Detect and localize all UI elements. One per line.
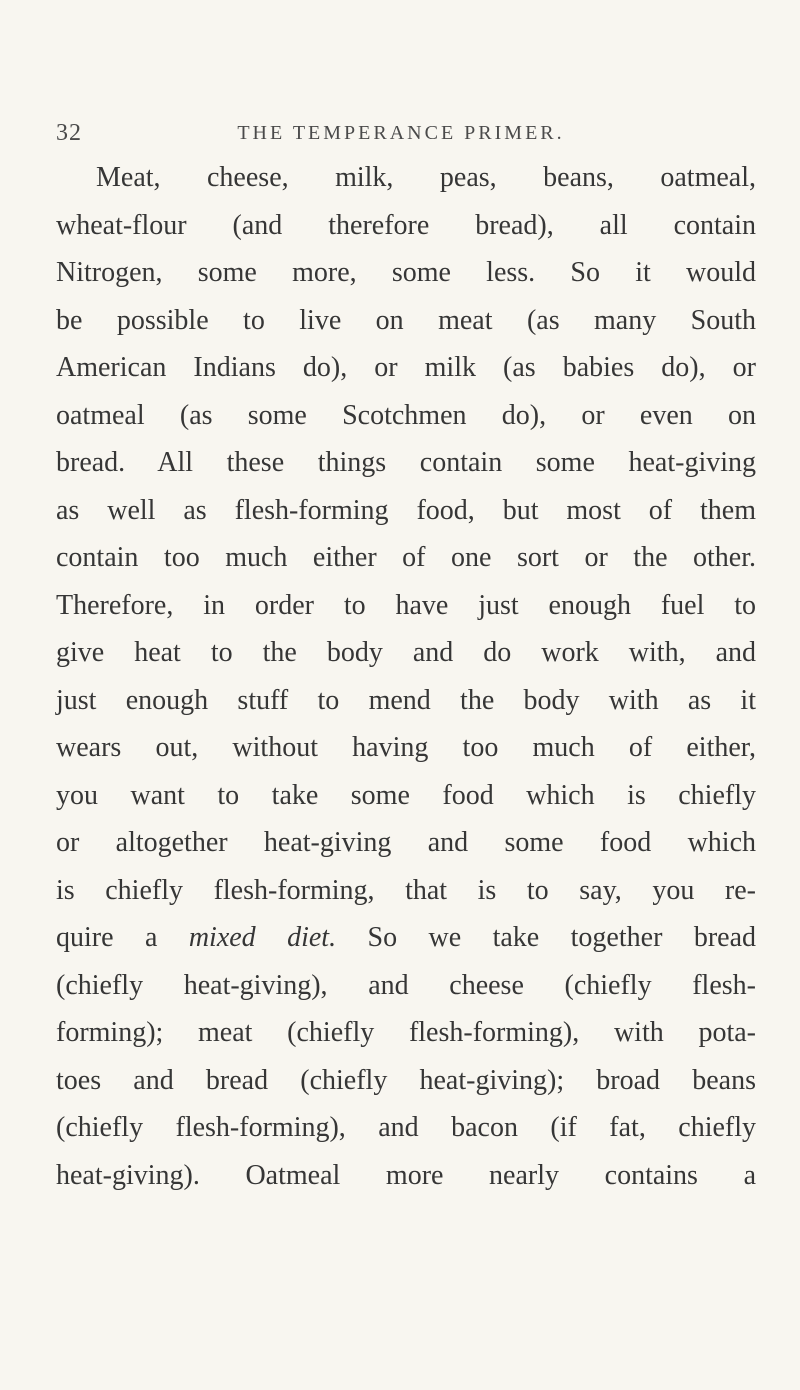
text-line: Nitrogen, some more, some less. So it would [56, 257, 756, 288]
text-line: you want to take some food which is chiefly [56, 779, 756, 811]
text-line: American Indians do), or milk (as babies do), or [56, 352, 756, 383]
text-line: just enough stuff to mend the body with as it [56, 684, 756, 716]
italic-phrase: mixed diet. [188, 922, 337, 953]
text-line: or altogether heat-giving and some food which [56, 827, 756, 858]
page-number: 32 [56, 120, 82, 146]
text-line: wheat-flour (and therefore bread), all contain [56, 209, 756, 241]
text-line: give heat to the body and do work with, and [56, 637, 756, 668]
running-title: THE TEMPERANCE PRIMER. [237, 122, 565, 144]
text-line: is chiefly flesh-forming, that is to say, you re- [56, 874, 756, 906]
body-text [56, 154, 756, 1199]
text-line: toes and bread (chiefly heat-giving); broad beans [56, 1064, 756, 1096]
text-line: bread. All these things contain some heat-giving [56, 447, 756, 478]
text-line-mixed-diet [56, 914, 756, 962]
text-line: Therefore, in order to have just enough fuel to [56, 589, 756, 621]
text-line: forming); meat (chiefly flesh-forming), with pota- [56, 1017, 756, 1048]
text-line: as well as flesh-forming food, but most of them [56, 494, 756, 526]
text-fragment: quire a [56, 922, 189, 953]
running-head [56, 120, 746, 154]
text-line: wears out, without having too much of either, [56, 732, 756, 763]
text-line: heat-giving). Oatmeal more nearly contains a [56, 1159, 756, 1191]
text-line: (chiefly flesh-forming), and bacon (if fat, chiefly [56, 1112, 756, 1143]
text-line: (chiefly heat-giving), and cheese (chiefly flesh- [56, 969, 756, 1001]
text-line: contain too much either of one sort or the other. [56, 542, 756, 573]
text-line: oatmeal (as some Scotchmen do), or even on [56, 399, 756, 431]
text-fragment: So we take together bread [336, 922, 756, 953]
text-line: Meat, cheese, milk, peas, beans, oatmeal, [96, 162, 756, 193]
text-line: be possible to live on meat (as many South [56, 304, 756, 336]
